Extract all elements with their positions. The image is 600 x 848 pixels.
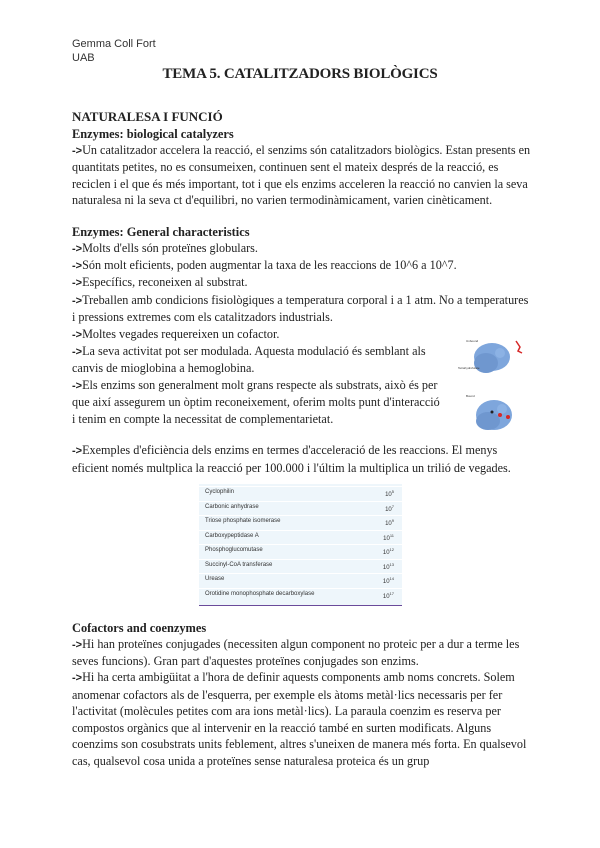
- list-item: ->Específics, reconeixen al substrat.: [72, 275, 248, 290]
- subheading-cofactors: Cofactors and coenzymes: [72, 620, 207, 635]
- table-row: Cyclophilin $10^5$: [199, 486, 402, 501]
- paragraph: ->Hi ha certa ambigüitat a l'hora de definir aquests components amb noms concrets. Solem anomenar cofactors als de l'esquerra, per exemple els àtoms metàl·lics necessaris per fer l'activitat (molècules petites com ara ions metàl·lics). La paraula coenzim es reserva per compostos orgànics que al intervenir en la reacció també en surten modificats. Alguns coenzims son cosubstrats units feblement, altres s'uneixen de manera més forta. En qualsevol cas, qualsevol cosa unida a proteïnes sense naturalesa proteica és un grup: [72, 670, 527, 768]
- list-item: ->La seva activitat pot ser modulada. Aquesta modulació és semblant als canvis de mioglobina a hemoglobina.: [72, 344, 426, 376]
- table-row: Phosphoglucomutase $10^{12}$: [199, 544, 402, 559]
- paragraph: ->Exemples d'eficiència dels enzims en termes d'acceleració de les reaccions. El menys eficient només multplica la reacció per 100.000 i l'últim la multiplica un trilió de vegades.: [72, 443, 511, 475]
- arrow-icon: ->: [72, 638, 83, 651]
- svg-text:Unbound: Unbound: [466, 339, 479, 343]
- table-row: Succinyl-CoA transferase $10^{13}$: [199, 559, 402, 574]
- page-title: TEMA 5. CATALITZADORS BIOLÒGICS: [162, 66, 438, 82]
- svg-text:Bound: Bound: [466, 394, 475, 398]
- list-item: ->Moltes vegades requereixen un cofactor.: [72, 326, 280, 341]
- paragraph: ->Un catalitzador accelera la reacció, el senzims són catalitzadors biològics. Estan presents en quantitats petites, no es consumeixen, continuen sent el mateix després de la reacció, es reciclen i el que és més important, tot i que els enzims acceleren la reacció no canvien la seva naturalesa ni la seva ct d'equilibri, no varien termodinàmicament, varien cinèticament.: [72, 143, 531, 208]
- table-row: Urease $10^{14}$: [199, 573, 402, 588]
- list-item: ->Són molt eficients, poden augmentar la taxa de les reaccions de 10^6 a 10^7.: [72, 258, 457, 273]
- paragraph: ->Hi han proteïnes conjugades (necessiten algun component no proteic per a dur a terme les seves funcions). Gran part d'aquestes proteïnes conjugades son enzims.: [72, 636, 520, 669]
- list-item: ->Treballen amb condicions fisiològiques a temperatura corporal i a 1 atm. No a temperatures i pressions extremes com els catalitzadors industrials.: [72, 292, 529, 325]
- institution: UAB: [72, 52, 95, 64]
- rate-enhancement-table: [199, 484, 402, 606]
- protein-structure-icon: [456, 335, 546, 440]
- enzyme-structure-figure: [456, 335, 546, 440]
- list-item: ->Molts d'ells són proteïnes globulars.: [72, 240, 258, 255]
- arrow-icon: ->: [72, 145, 83, 157]
- author-name: Gemma Coll Fort: [72, 38, 156, 50]
- arrow-icon: ->: [72, 294, 83, 307]
- arrow-icon: ->: [72, 346, 83, 359]
- arrow-icon: ->: [72, 260, 83, 273]
- list-item: ->Els enzims son generalment molt grans respecte als substrats, això és per que així assegurem un òptim reconeixement, oferim molts punt d'interacció i tenim en compte la necessitat de complementarietat.: [72, 377, 440, 426]
- author-block: [72, 37, 156, 65]
- arrow-icon: ->: [72, 242, 83, 255]
- arrow-icon: ->: [72, 277, 83, 290]
- table-row: Carboxypeptidase A $10^{11}$: [199, 530, 402, 545]
- subheading-general-characteristics: Enzymes: General characteristics: [72, 224, 250, 239]
- svg-text:Tetrahydrofolate: Tetrahydrofolate: [458, 366, 480, 370]
- arrow-icon: ->: [72, 445, 83, 458]
- section-heading-naturalesa: NATURALESA I FUNCIÓ: [72, 109, 223, 124]
- table-row: Triose phosphate isomerase $10^9$: [199, 515, 402, 530]
- arrow-icon: ->: [72, 672, 83, 685]
- arrow-icon: ->: [72, 379, 83, 392]
- table-row: Carbonic anhydrase $10^7$: [199, 501, 402, 516]
- table-row: Orotidine monophosphate decarboxylase $10^{17}$: [199, 588, 402, 603]
- subheading-biological-catalyzers: Enzymes: biological catalyzers: [72, 127, 234, 141]
- arrow-icon: ->: [72, 328, 83, 341]
